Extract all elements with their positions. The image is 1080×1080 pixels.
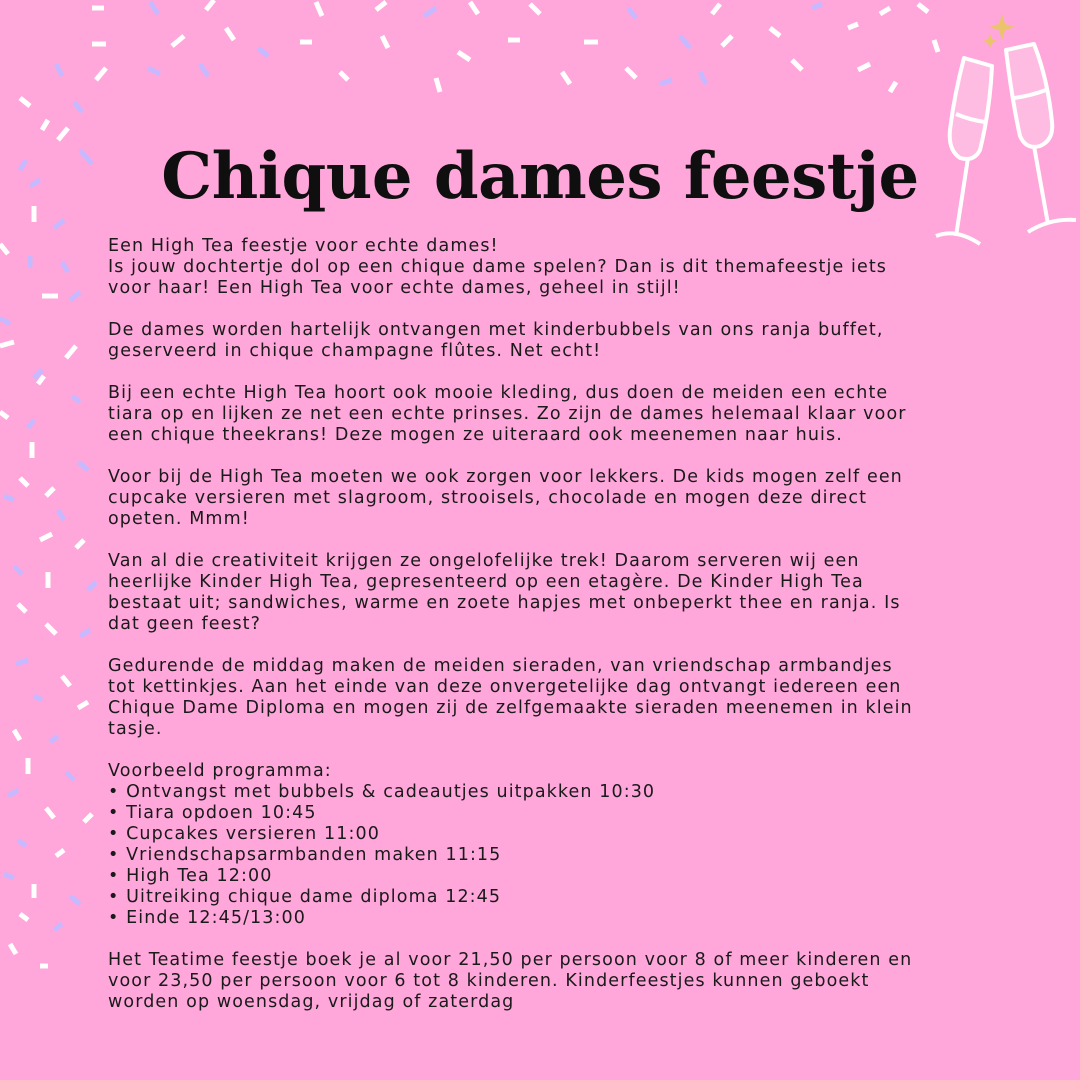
text-line: Voor bij de High Tea moeten we ook zorgen voor lekkers. De kids mogen zelf een [108,467,903,487]
paragraph [108,467,988,530]
paragraph [108,551,988,635]
text-line: een chique theekrans! Deze mogen ze uiteraard ook meenemen naar huis. [108,425,843,445]
paragraph [108,320,988,362]
text-line: voor 23,50 per persoon voor 6 tot 8 kinderen. Kinderfeestjes kunnen geboekt [108,971,870,991]
sparkle-icon [983,14,1015,48]
paragraph [108,383,988,446]
program-list-item: • Tiara opdoen 10:45 [108,803,317,823]
paragraph [108,236,988,299]
description-text [108,236,988,1034]
program-list-item: • Ontvangst met bubbels & cadeautjes uitpakken 10:30 [108,782,656,802]
text-line: geserveerd in chique champagne flûtes. Net echt! [108,341,602,361]
text-line: tasje. [108,719,163,739]
page-title: Chique dames feestje [161,139,919,214]
text-line: dat geen feest? [108,614,262,634]
program-list-item: • Uitreiking chique dame diploma 12:45 [108,887,502,907]
text-line: worden op woensdag, vrijdag of zaterdag [108,992,515,1012]
text-line: bestaat uit; sandwiches, warme en zoete hapjes met onbeperkt thee en ranja. Is [108,593,901,613]
text-line: heerlijke Kinder High Tea, gepresenteerd op een etagère. De Kinder High Tea [108,572,864,592]
text-line: cupcake versieren met slagroom, strooisels, chocolade en mogen deze direct [108,488,868,508]
text-line: Het Teatime feestje boek je al voor 21,50 per persoon voor 8 of meer kinderen en [108,950,913,970]
paragraph [108,950,988,1013]
program-list-item: • Vriendschapsarmbanden maken 11:15 [108,845,502,865]
text-line: Gedurende de middag maken de meiden sieraden, van vriendschap armbandjes [108,656,893,676]
text-line: Een High Tea feestje voor echte dames! [108,236,499,256]
text-line: Is jouw dochtertje dol op een chique dame spelen? Dan is dit themafeestje iets [108,257,888,277]
program-list-item: • Einde 12:45/13:00 [108,908,306,928]
text-line: Chique Dame Diploma en mogen zij de zelfgemaakte sieraden meenemen in klein [108,698,913,718]
text-line: voor haar! Een High Tea voor echte dames, geheel in stijl! [108,278,681,298]
paragraph [108,656,988,740]
text-line: De dames worden hartelijk ontvangen met kinderbubbels van ons ranja buffet, [108,320,884,340]
paragraph [108,761,988,929]
text-line: Bij een echte High Tea hoort ook mooie kleding, dus doen de meiden een echte [108,383,889,403]
text-line: Van al die creativiteit krijgen ze ongelofelijke trek! Daarom serveren wij een [108,551,860,571]
text-line: opeten. Mmm! [108,509,250,529]
program-list-item: • Cupcakes versieren 11:00 [108,824,380,844]
program-list-item: • High Tea 12:00 [108,866,273,886]
text-line: tiara op en lijken ze net een echte prinses. Zo zijn de dames helemaal klaar voor [108,404,907,424]
text-line: tot kettinkjes. Aan het einde van deze onvergetelijke dag ontvangt iedereen een [108,677,902,697]
text-line: Voorbeeld programma: [108,761,332,781]
